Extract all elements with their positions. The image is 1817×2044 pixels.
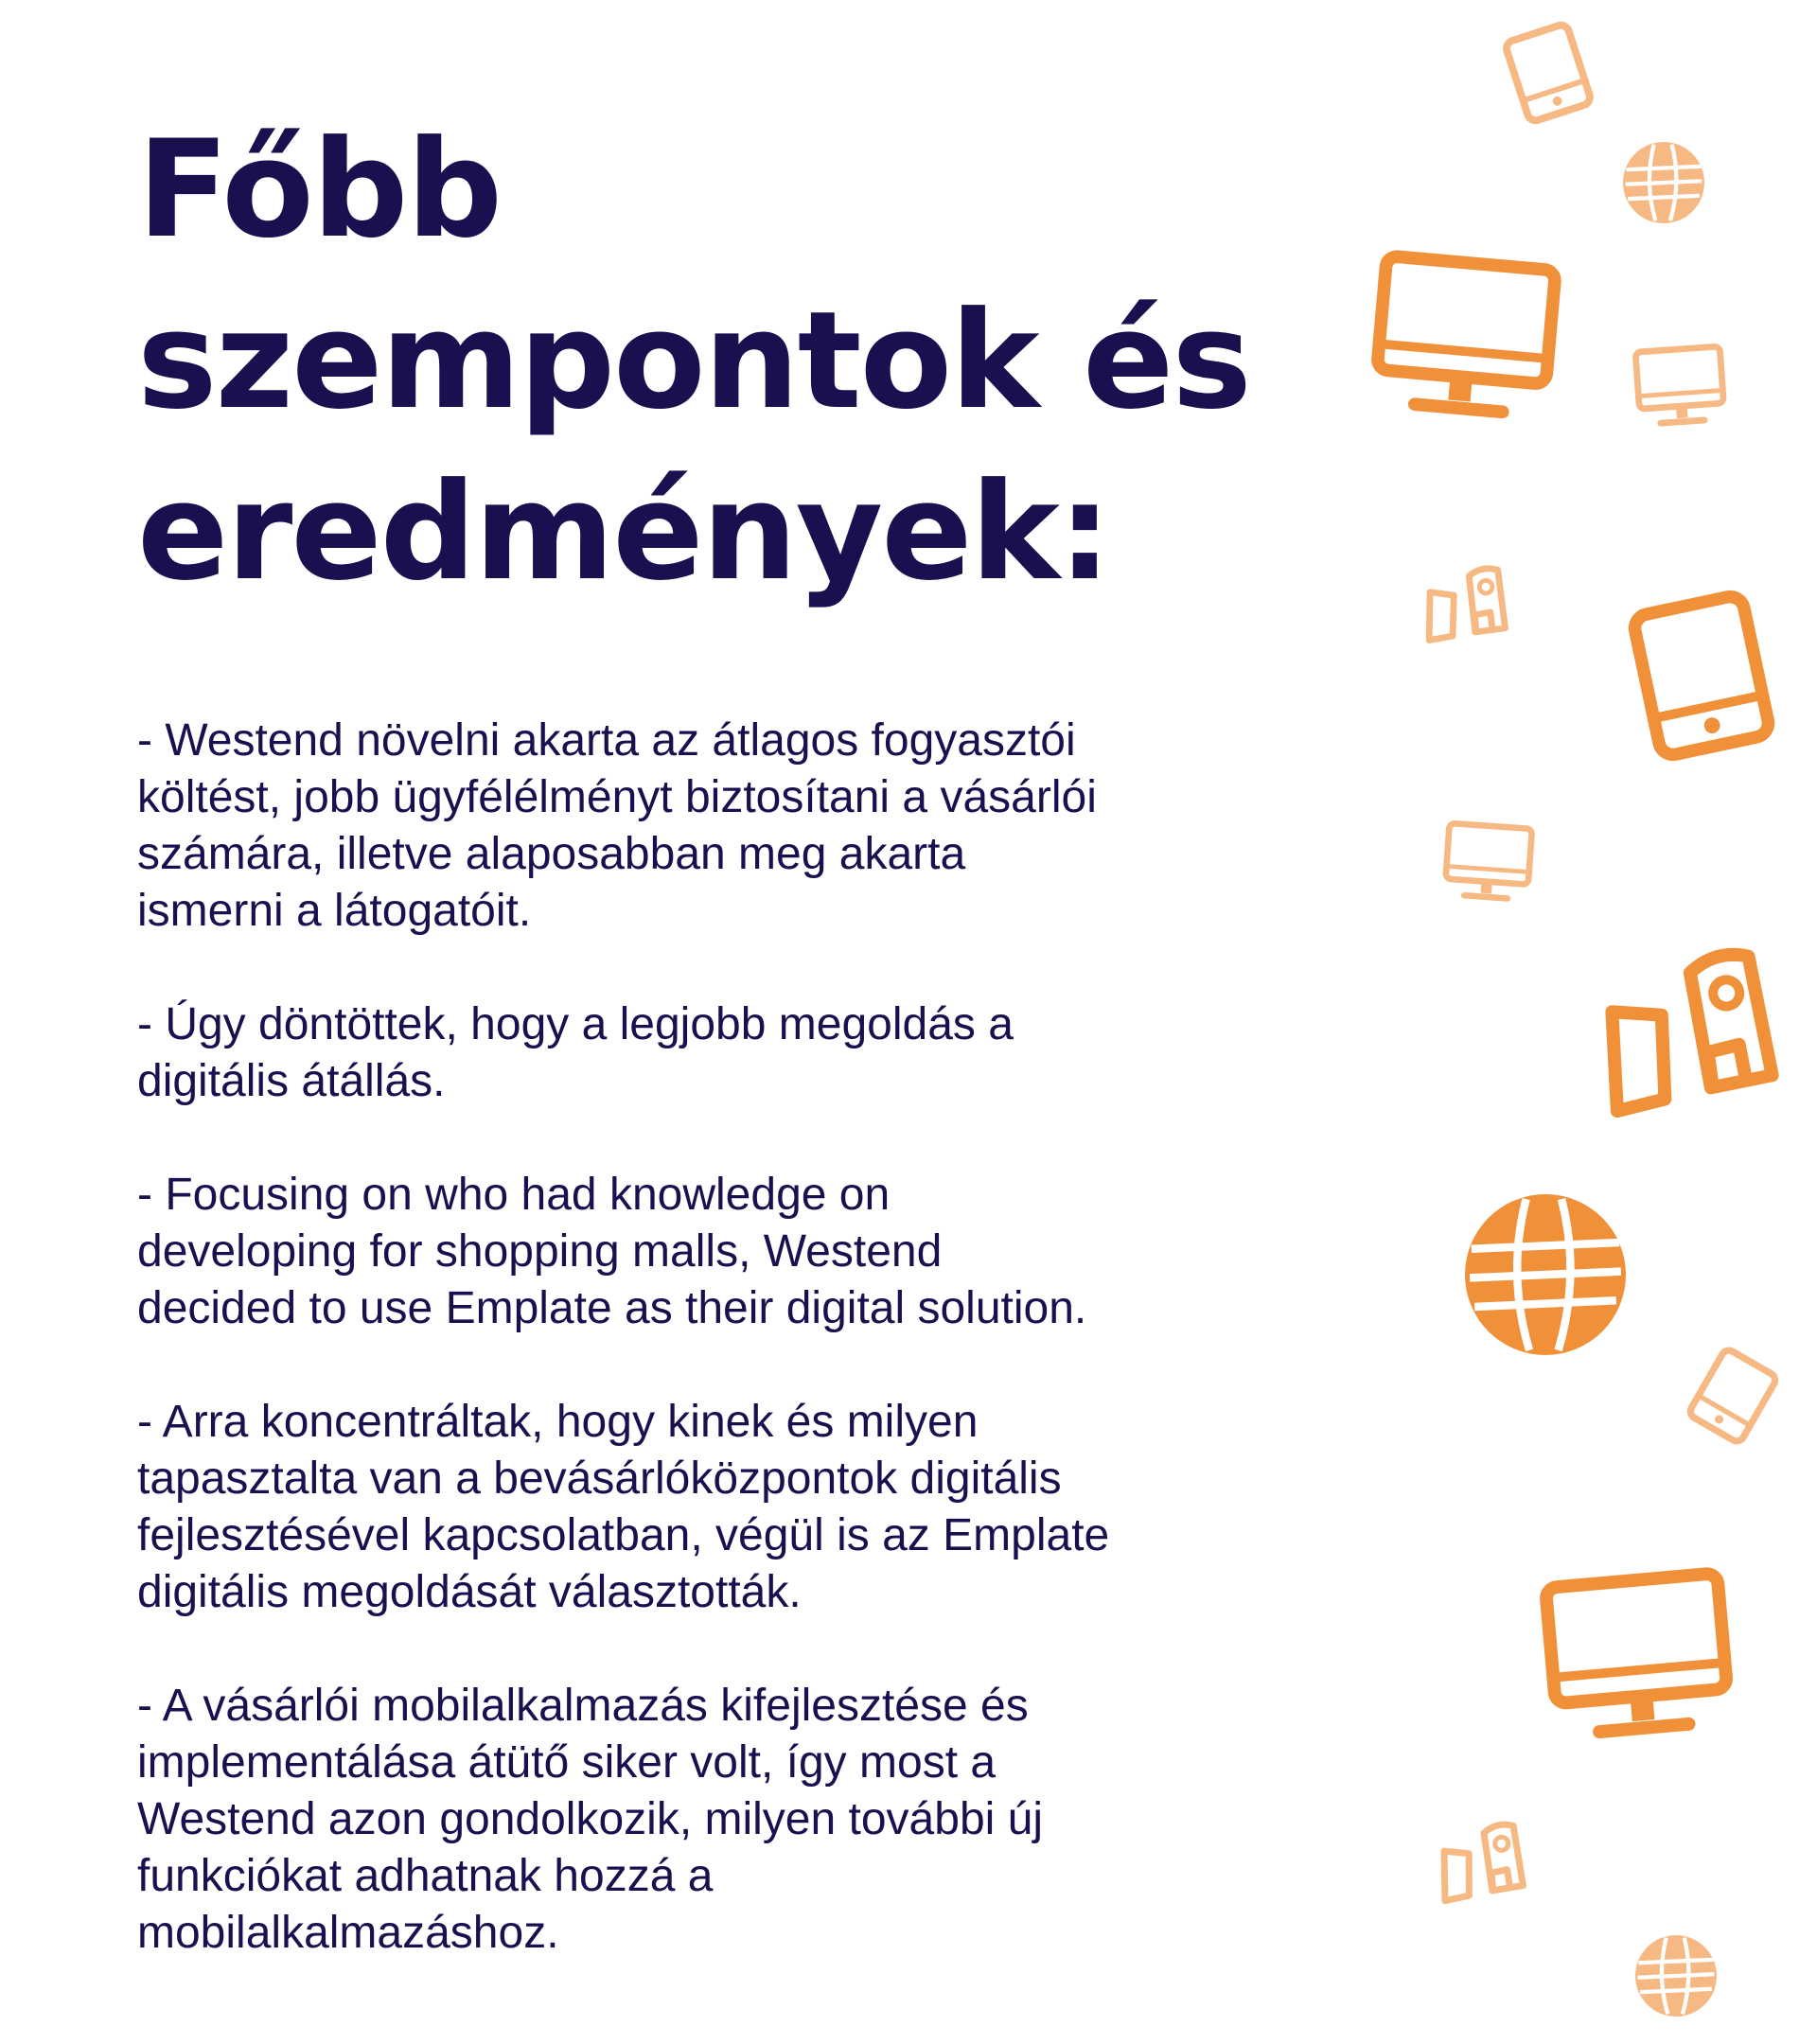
bullet-paragraph-5 — [137, 1678, 1339, 1962]
text-line: ismerni a látogatóit. — [137, 886, 532, 936]
monitor-icon — [1440, 819, 1536, 909]
globe-icon — [1623, 142, 1704, 223]
text-line: - A vásárlói mobilalkalmazás kifejlesztése és — [137, 1681, 1029, 1731]
title-line: Főbb — [137, 112, 502, 268]
bullet-list — [137, 713, 1339, 1962]
tablet-icon — [1620, 584, 1783, 766]
text-line: digitális átállás. — [137, 1056, 446, 1106]
title-line: eredmények: — [137, 454, 1110, 610]
text-line: - Westend növelni akarta az átlagos fogyasztói — [137, 715, 1076, 766]
text-line: Westend azon gondolkozik, milyen további új — [137, 1794, 1043, 1844]
text-line: fejlesztésével kapcsolatban, végül is az Emplate — [137, 1510, 1110, 1560]
bullet-paragraph-1 — [137, 713, 1339, 940]
text-line: - Arra koncentráltak, hogy kinek és milyen — [137, 1397, 979, 1447]
text-line: tapasztalta van a bevásárlóközpontok digitális — [137, 1454, 1062, 1504]
map-pin-icon — [1426, 1813, 1530, 1909]
monitor-icon — [1366, 248, 1564, 433]
page-title — [137, 104, 1339, 618]
text-line: funkciókat adhatnak hozzá a — [137, 1851, 714, 1901]
bullet-paragraph-2 — [137, 996, 1339, 1110]
text-line: decided to use Emplate as their digital solution. — [137, 1283, 1087, 1333]
globe-icon — [1635, 1935, 1717, 2017]
tablet-icon — [1682, 1342, 1783, 1450]
text-line: mobilalkalmazáshoz. — [137, 1908, 559, 1958]
text-line: költést, jobb ügyfélélményt biztosítani a vásárlói — [137, 772, 1097, 822]
globe-icon — [1465, 1194, 1626, 1355]
text-line: - Úgy döntöttek, hogy a legjobb megoldás a — [137, 999, 1014, 1049]
text-line: - Focusing on who had knowledge on — [137, 1170, 891, 1220]
text-line: implementálása átütő siker volt, így most a — [137, 1737, 997, 1788]
monitor-icon — [1537, 1565, 1738, 1754]
bullet-paragraph-4 — [137, 1394, 1339, 1621]
tablet-icon — [1498, 17, 1598, 129]
main-content — [137, 104, 1339, 2018]
text-line: developing for shopping malls, Westend — [137, 1226, 943, 1277]
monitor-icon — [1632, 343, 1729, 434]
title-line: szempontok és — [137, 283, 1250, 439]
text-line: számára, illetve alaposabban meg akarta — [137, 829, 966, 879]
text-line: digitális megoldását választották. — [137, 1567, 802, 1617]
bullet-paragraph-3 — [137, 1167, 1339, 1337]
map-pin-icon — [1577, 936, 1787, 1121]
map-pin-icon — [1414, 558, 1512, 648]
